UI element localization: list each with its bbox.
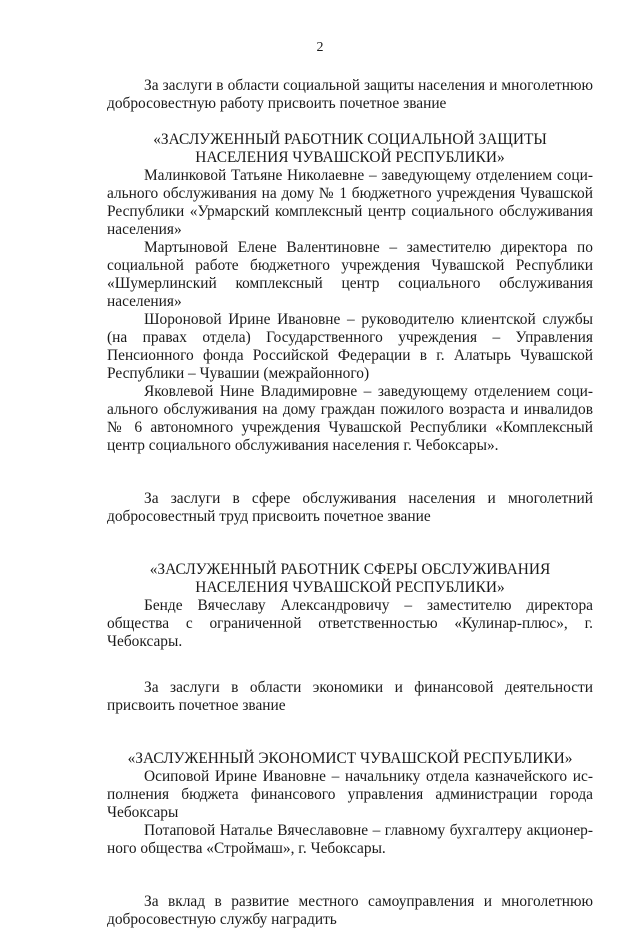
award-title: «ЗАСЛУЖЕННЫЙ РАБОТНИК СФЕРЫ ОБСЛУЖИВАНИЯ НАСЕЛЕНИЯ ЧУВАШСКОЙ РЕСПУБЛИКИ» [149, 561, 551, 596]
section-intro: За вклад в развитие местного самоуправления и многолетнюю добросовестную службу наградить [107, 893, 593, 928]
spacer [107, 669, 593, 679]
awardee-paragraph: Мартыновой Елене Валентиновне – заместителю директора по социальной работе бюджетного учреждения Чувашской Республики «Шумерлинский комплексный центр социального обслуживания населения» [107, 239, 593, 310]
section-intro: За заслуги в области социальной защиты населения и многолетнюю добросовестную работу присвоить почетное звание [107, 77, 593, 112]
award-title: «ЗАСЛУЖЕННЫЙ РАБОТНИК СОЦИАЛЬНОЙ ЗАЩИТЫ НАСЕЛЕНИЯ ЧУВАШСКОЙ РЕСПУБЛИКИ» [153, 131, 547, 166]
spacer [107, 876, 593, 893]
award-title: «ЗАСЛУЖЕННЫЙ ЭКОНОМИСТ ЧУВАШСКОЙ РЕСПУБЛИКИ» [127, 750, 573, 767]
spacer [107, 455, 593, 473]
page-number: 2 [316, 40, 324, 55]
awardee-paragraph: Бенде Вячеславу Александровичу – заместителю директора общества с ограниченной ответственностью «Кулинар-плюс», г. Чебоксары. [107, 597, 593, 650]
spacer [107, 526, 593, 544]
awardee-paragraph: Осиповой Ирине Ивановне – начальнику отдела казначейского исполнения бюджета финансового управления администрации города Чебоксары [107, 768, 593, 821]
spacer [107, 651, 593, 669]
spacer [107, 544, 593, 561]
spacer [107, 113, 593, 131]
section-intro: За заслуги в области экономики и финансовой деятельности присвоить почетное звание [107, 679, 593, 714]
spacer [107, 473, 593, 490]
spacer [107, 733, 593, 750]
document-body [107, 77, 593, 929]
spacer [107, 715, 593, 733]
awardee-paragraph: Шороновой Ирине Ивановне – руководителю клиентской службы (на правах отдела) Государственного учреждения – Управления Пенсионного фонда Российской Федерации в г. Алатырь Чувашской Республики – Чувашии (межрайонного) [107, 311, 593, 382]
awardee-paragraph: Малинковой Татьяне Николаевне – заведующему отделением социального обслуживания на дому № 1 бюджетного учреждения Чувашской Республики «Урмарский комплексный центр социального обслуживания населения» [107, 167, 593, 238]
awardee-paragraph: Потаповой Наталье Вячеславовне – главному бухгалтеру акционерного общества «Строймаш», г. Чебоксары. [107, 822, 593, 857]
section-intro: За заслуги в сфере обслуживания населения и многолетний добросовестный труд присвоить почетное звание [107, 490, 593, 525]
awardee-paragraph: Яковлевой Нине Владимировне – заведующему отделением социального обслуживания на дому граждан пожилого возраста и инвалидов № 6 автономного учреждения Чувашской Республики «Комплексный центр социального обслуживания населения г. Чебоксары». [107, 383, 593, 454]
spacer [107, 858, 593, 876]
